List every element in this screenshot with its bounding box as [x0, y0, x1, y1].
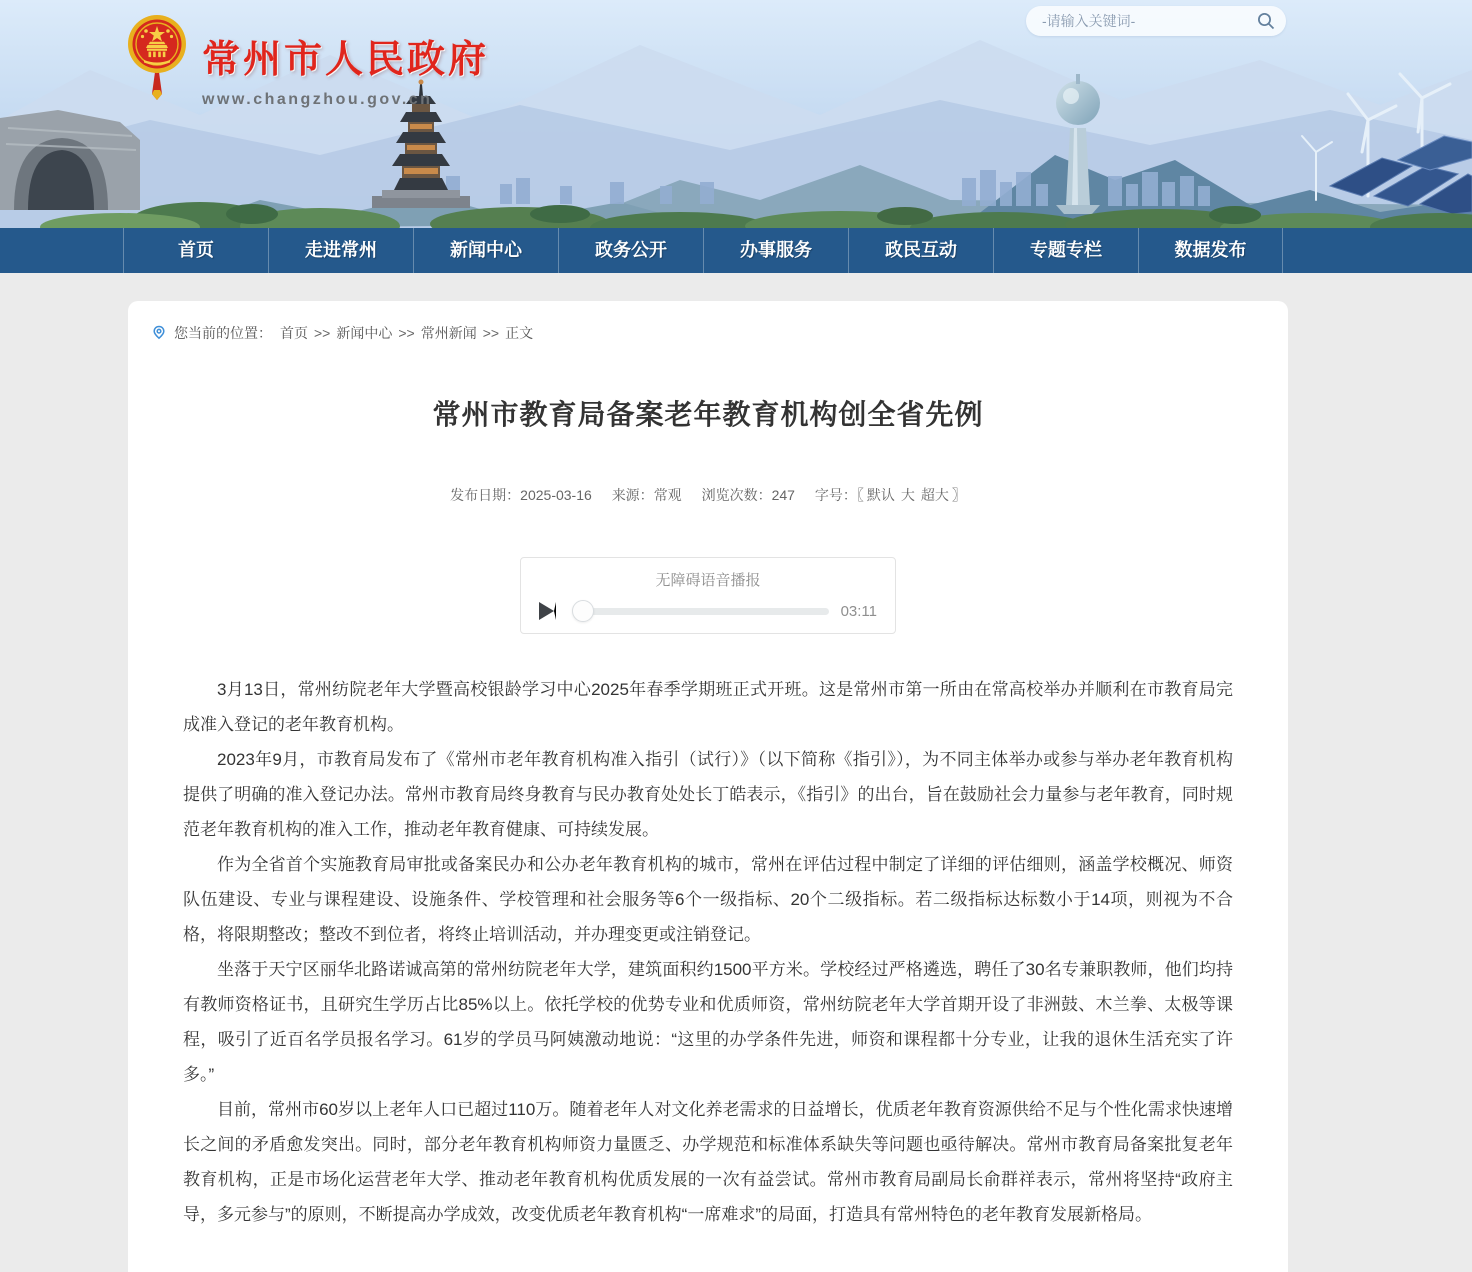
site-banner [0, 0, 1472, 228]
article-body [183, 672, 1233, 1232]
site-name: 常州市人民政府 [202, 39, 490, 81]
content-card [128, 301, 1288, 1272]
breadcrumb-separator: >> [398, 325, 415, 341]
breadcrumb-separator: >> [314, 325, 331, 341]
article-title: 常州市教育局备案老年教育机构创全省先例 [432, 399, 984, 430]
nav-item-public-interaction[interactable]: 政民互动 [848, 228, 993, 273]
font-size-xlarge-button[interactable]: 超大 [920, 487, 949, 503]
view-count: 浏览次数：247 [701, 487, 795, 503]
breadcrumb-link-home[interactable]: 首页 [280, 325, 308, 341]
nav-item-news-center[interactable]: 新闻中心 [413, 228, 558, 273]
font-size-large-button[interactable]: 大 [900, 487, 915, 503]
font-size-control: 字号：〖 默认 大 超大 〗 [814, 487, 966, 503]
article-paragraph: 3月13日，常州纺院老年大学暨高校银龄学习中心2025年春季学期班正式开班。这是常州市第一所由在常高校举办并顺利在市教育局完成准入登记的老年教育机构。 [183, 680, 1233, 734]
audio-duration: 03:11 [840, 602, 877, 620]
nav-item-home[interactable]: 首页 [123, 228, 268, 273]
main-navigation [0, 228, 1472, 273]
play-button[interactable] [539, 602, 556, 620]
breadcrumb [151, 323, 1233, 343]
nav-item-special-topics[interactable]: 专题专栏 [993, 228, 1138, 273]
search-box[interactable] [1026, 6, 1286, 36]
breadcrumb-separator: >> [482, 325, 500, 341]
location-pin-icon [151, 325, 167, 341]
slider-knob[interactable] [572, 600, 594, 622]
audio-progress-slider[interactable] [574, 608, 829, 615]
nav-item-about-changzhou[interactable]: 走进常州 [268, 228, 413, 273]
publish-date: 发布日期：2025-03-16 [450, 487, 592, 503]
font-size-default-button[interactable]: 默认 [866, 487, 895, 503]
breadcrumb-link-current-article[interactable]: 正文 [505, 325, 534, 341]
nav-item-data-release[interactable]: 数据发布 [1138, 228, 1283, 273]
search-icon[interactable] [1256, 11, 1276, 31]
article-meta [183, 485, 1233, 505]
article-paragraph: 坐落于天宁区丽华北路诺诚高第的常州纺院老年大学，建筑面积约1500平方米。学校经过严格遴选，聘任了30名专兼职教师，他们均持有教师资格证书，且研究生学历占比85%以上。依托学校的优势专业和优质师资，常州纺院老年大学首期开设了非洲鼓、木兰拳、太极等课程，吸引了近百名学员报名学习。61岁的学员马阿姨激动地说：“这里的办学条件先进，师资和课程都十分专业，让我的退休生活充实了许多。” [183, 960, 1233, 1084]
article-paragraph: 作为全省首个实施教育局审批或备案民办和公办老年教育机构的城市，常州在评估过程中制定了详细的评估细则，涵盖学校概况、师资队伍建设、专业与课程建设、设施条件、学校管理和社会服务等6个一级指标、20个二级指标。若二级指标达标数小于14项，则视为不合格，将限期整改；整改不到位者，将终止培训活动，并办理变更或注销登记。 [183, 855, 1233, 944]
breadcrumb-link-changzhou-news[interactable]: 常州新闻 [420, 325, 477, 341]
audio-player-title: 无障碍语音播报 [655, 572, 761, 589]
search-input[interactable] [1042, 13, 1256, 29]
left-building-illustration [0, 110, 140, 210]
page-background [0, 273, 1472, 1272]
article-paragraph: 目前，常州市60岁以上老年人口已超过110万。随着老年人对文化养老需求的日益增长，优质老年教育资源供给不足与个性化需求快速增长之间的矛盾愈发突出。同时，部分老年教育机构师资力量匮乏、办学规范和标准体系缺失等问题也亟待解决。常州市教育局备案批复老年教育机构，正是市场化运营老年大学、推动老年教育机构优质发展的一次有益尝试。常州市教育局副局长俞群祥表示，常州将坚持“政府主导，多元参与”的原则，不断提高办学成效，改变优质老年教育机构“一席难求”的局面，打造具有常州特色的老年教育发展新格局。 [183, 1100, 1233, 1224]
site-logo[interactable] [126, 14, 489, 109]
national-emblem-icon [126, 14, 188, 100]
breadcrumb-link-news-center[interactable]: 新闻中心 [336, 325, 393, 341]
site-url: www.changzhou.gov.cn [202, 91, 433, 108]
nav-item-services[interactable]: 办事服务 [703, 228, 848, 273]
article-paragraph: 2023年9月，市教育局发布了《常州市老年教育机构准入指引（试行）》（以下简称《指引》），为不同主体举办或参与举办老年教育机构提供了明确的准入登记办法。常州市教育局终身教育与民办教育处处长丁皓表示，《指引》的出台，旨在鼓励社会力量参与老年教育，同时规范老年教育机构的准入工作，推动老年教育健康、可持续发展。 [183, 750, 1233, 839]
audio-player [520, 557, 896, 634]
nav-item-gov-disclosure[interactable]: 政务公开 [558, 228, 703, 273]
breadcrumb-prefix: 您当前的位置： [174, 325, 272, 341]
article-source: 来源：常观 [611, 487, 682, 503]
